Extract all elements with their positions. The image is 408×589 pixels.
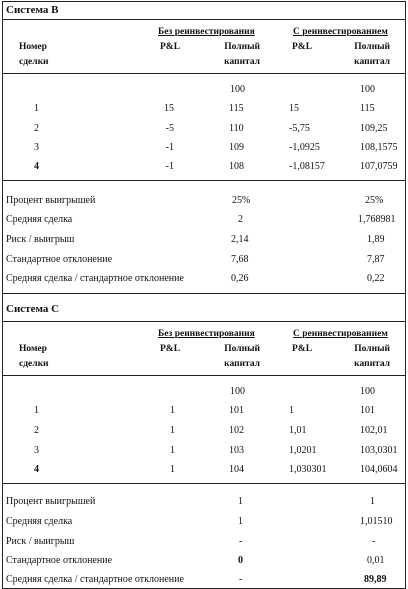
table-row-cap1: 102 — [229, 425, 244, 436]
system-b-col-pl1: P&L — [160, 42, 181, 52]
table-row-number: 4 — [34, 161, 39, 172]
table-row-pl1: -1 — [165, 161, 174, 172]
system-c-col-cap2-1: Полный — [354, 344, 390, 354]
table-row-pl1: 1 — [170, 445, 175, 456]
table-row-cap1: 115 — [229, 103, 244, 114]
table-row-cap1: 103 — [229, 445, 244, 456]
stat-value-reinvest: 0,22 — [367, 273, 385, 284]
table-row-pl1: 1 — [170, 405, 175, 416]
table-row-pl1: -5 — [165, 123, 174, 134]
stat-value-reinvest: 7,87 — [367, 254, 385, 265]
stat-value-no-reinvest: 0,26 — [231, 273, 249, 284]
table-row-number: 1 — [34, 103, 39, 114]
table-row-number: 2 — [34, 425, 39, 436]
stat-label: Средняя сделка / стандартное отклонение — [6, 273, 184, 284]
table-row-pl1: 1 — [170, 464, 175, 475]
top-border — [2, 1, 406, 2]
stat-value-no-reinvest: - — [239, 536, 243, 547]
system-b-start-no-reinvest: 100 — [230, 84, 245, 95]
system-c-start-reinvest: 100 — [360, 386, 375, 397]
table-row-pl2: -5,75 — [289, 123, 310, 134]
stat-value-reinvest: - — [372, 536, 376, 547]
stat-label: Стандартное отклонение — [6, 254, 113, 265]
table-row-pl2: 1,01 — [289, 425, 307, 436]
system-c-start-no-reinvest: 100 — [230, 386, 245, 397]
system-b-group-no-reinvest: Без реинвестирования — [158, 27, 255, 37]
stat-value-no-reinvest: 1 — [238, 496, 243, 507]
table-row-cap1: 101 — [229, 405, 244, 416]
stat-label: Риск / выигрыш — [6, 234, 75, 245]
system-b-group-reinvest: С реинвестированием — [293, 27, 388, 37]
stat-value-no-reinvest: 25% — [232, 195, 251, 206]
system-c-col-trade-2: сделки — [19, 359, 49, 369]
system-b-col-pl2: P&L — [292, 42, 313, 52]
stat-label: Стандартное отклонение — [6, 555, 113, 566]
table-row-pl2: 1,0201 — [289, 445, 317, 456]
system-c-col-cap1-2: капитал — [224, 359, 260, 369]
system-c-title-rule — [2, 321, 406, 322]
stat-value-no-reinvest: 2,14 — [231, 234, 249, 245]
table-row-number: 3 — [34, 142, 39, 153]
system-c-group-no-reinvest: Без реинвестирования — [158, 329, 255, 339]
table-row-cap2: 115 — [360, 103, 375, 114]
system-b-col-cap2-1: Полный — [354, 42, 390, 52]
table-row-pl1: -1 — [165, 142, 174, 153]
stat-label: Процент выигрышей — [6, 496, 96, 507]
stat-value-no-reinvest: 7,68 — [231, 254, 249, 265]
system-c-col-pl1: P&L — [160, 344, 181, 354]
system-c-title: Система С — [6, 303, 60, 315]
table-row-pl1: 1 — [170, 425, 175, 436]
system-b-stats-rule — [2, 180, 406, 181]
left-border — [2, 1, 3, 588]
table-row-number: 1 — [34, 405, 39, 416]
table-row-pl2: 15 — [289, 103, 299, 114]
stat-label: Риск / выигрыш — [6, 536, 75, 547]
system-b-col-trade-2: сделки — [19, 57, 49, 67]
system-b-title: Система В — [6, 4, 59, 16]
system-c-col-cap1-1: Полный — [224, 344, 260, 354]
stat-label: Средняя сделка — [6, 516, 73, 527]
system-c-col-cap2-2: капитал — [354, 359, 390, 369]
table-row-pl2: 1,030301 — [289, 464, 327, 475]
stat-value-reinvest: 1,89 — [367, 234, 385, 245]
stat-value-no-reinvest: 2 — [238, 214, 243, 225]
table-row-number: 4 — [34, 464, 39, 475]
table-row-number: 3 — [34, 445, 39, 456]
system-c-stats-rule — [2, 483, 406, 484]
stat-value-reinvest: 1,01510 — [360, 516, 393, 527]
table-row-cap2: 103,0301 — [360, 445, 398, 456]
table-row-cap1: 104 — [229, 464, 244, 475]
stat-value-no-reinvest: 1 — [238, 516, 243, 527]
right-border — [405, 1, 406, 588]
table-row-cap2: 102,01 — [360, 425, 388, 436]
stat-value-no-reinvest: 0 — [238, 555, 243, 566]
table-row-pl2: -1,08157 — [289, 161, 325, 172]
system-c-col-pl2: P&L — [292, 344, 313, 354]
table-row-cap2: 108,1575 — [360, 142, 398, 153]
table-row-pl1: 15 — [164, 103, 174, 114]
system-c-group-reinvest: С реинвестированием — [293, 329, 388, 339]
system-b-col-cap2-2: капитал — [354, 57, 390, 67]
system-b-col-trade-1: Номер — [19, 42, 47, 52]
section-divider — [2, 293, 406, 294]
stat-label: Процент выигрышей — [6, 195, 96, 206]
table-row-pl2: -1,0925 — [289, 142, 320, 153]
stat-value-reinvest: 89,89 — [364, 574, 387, 585]
system-b-col-cap1-2: капитал — [224, 57, 260, 67]
system-c-col-trade-1: Номер — [19, 344, 47, 354]
stat-value-reinvest: 1 — [370, 496, 375, 507]
stat-value-no-reinvest: - — [239, 574, 243, 585]
stat-label: Средняя сделка — [6, 214, 73, 225]
stat-label: Средняя сделка / стандартное отклонение — [6, 574, 184, 585]
table-row-cap1: 108 — [229, 161, 244, 172]
stat-value-reinvest: 25% — [365, 195, 384, 206]
table-row-cap1: 109 — [229, 142, 244, 153]
table-row-cap2: 107,0759 — [360, 161, 398, 172]
system-b-header-rule — [2, 73, 406, 74]
system-b-col-cap1-1: Полный — [224, 42, 260, 52]
table-row-cap2: 109,25 — [360, 123, 388, 134]
stat-value-reinvest: 1,768981 — [358, 214, 396, 225]
table-row-cap2: 104,0604 — [360, 464, 398, 475]
system-c-header-rule — [2, 375, 406, 376]
table-row-cap2: 101 — [360, 405, 375, 416]
system-b-start-reinvest: 100 — [360, 84, 375, 95]
table-row-number: 2 — [34, 123, 39, 134]
stat-value-reinvest: 0,01 — [367, 555, 385, 566]
table-row-cap1: 110 — [229, 123, 244, 134]
table-row-pl2: 1 — [289, 405, 294, 416]
system-b-title-rule — [2, 19, 406, 20]
